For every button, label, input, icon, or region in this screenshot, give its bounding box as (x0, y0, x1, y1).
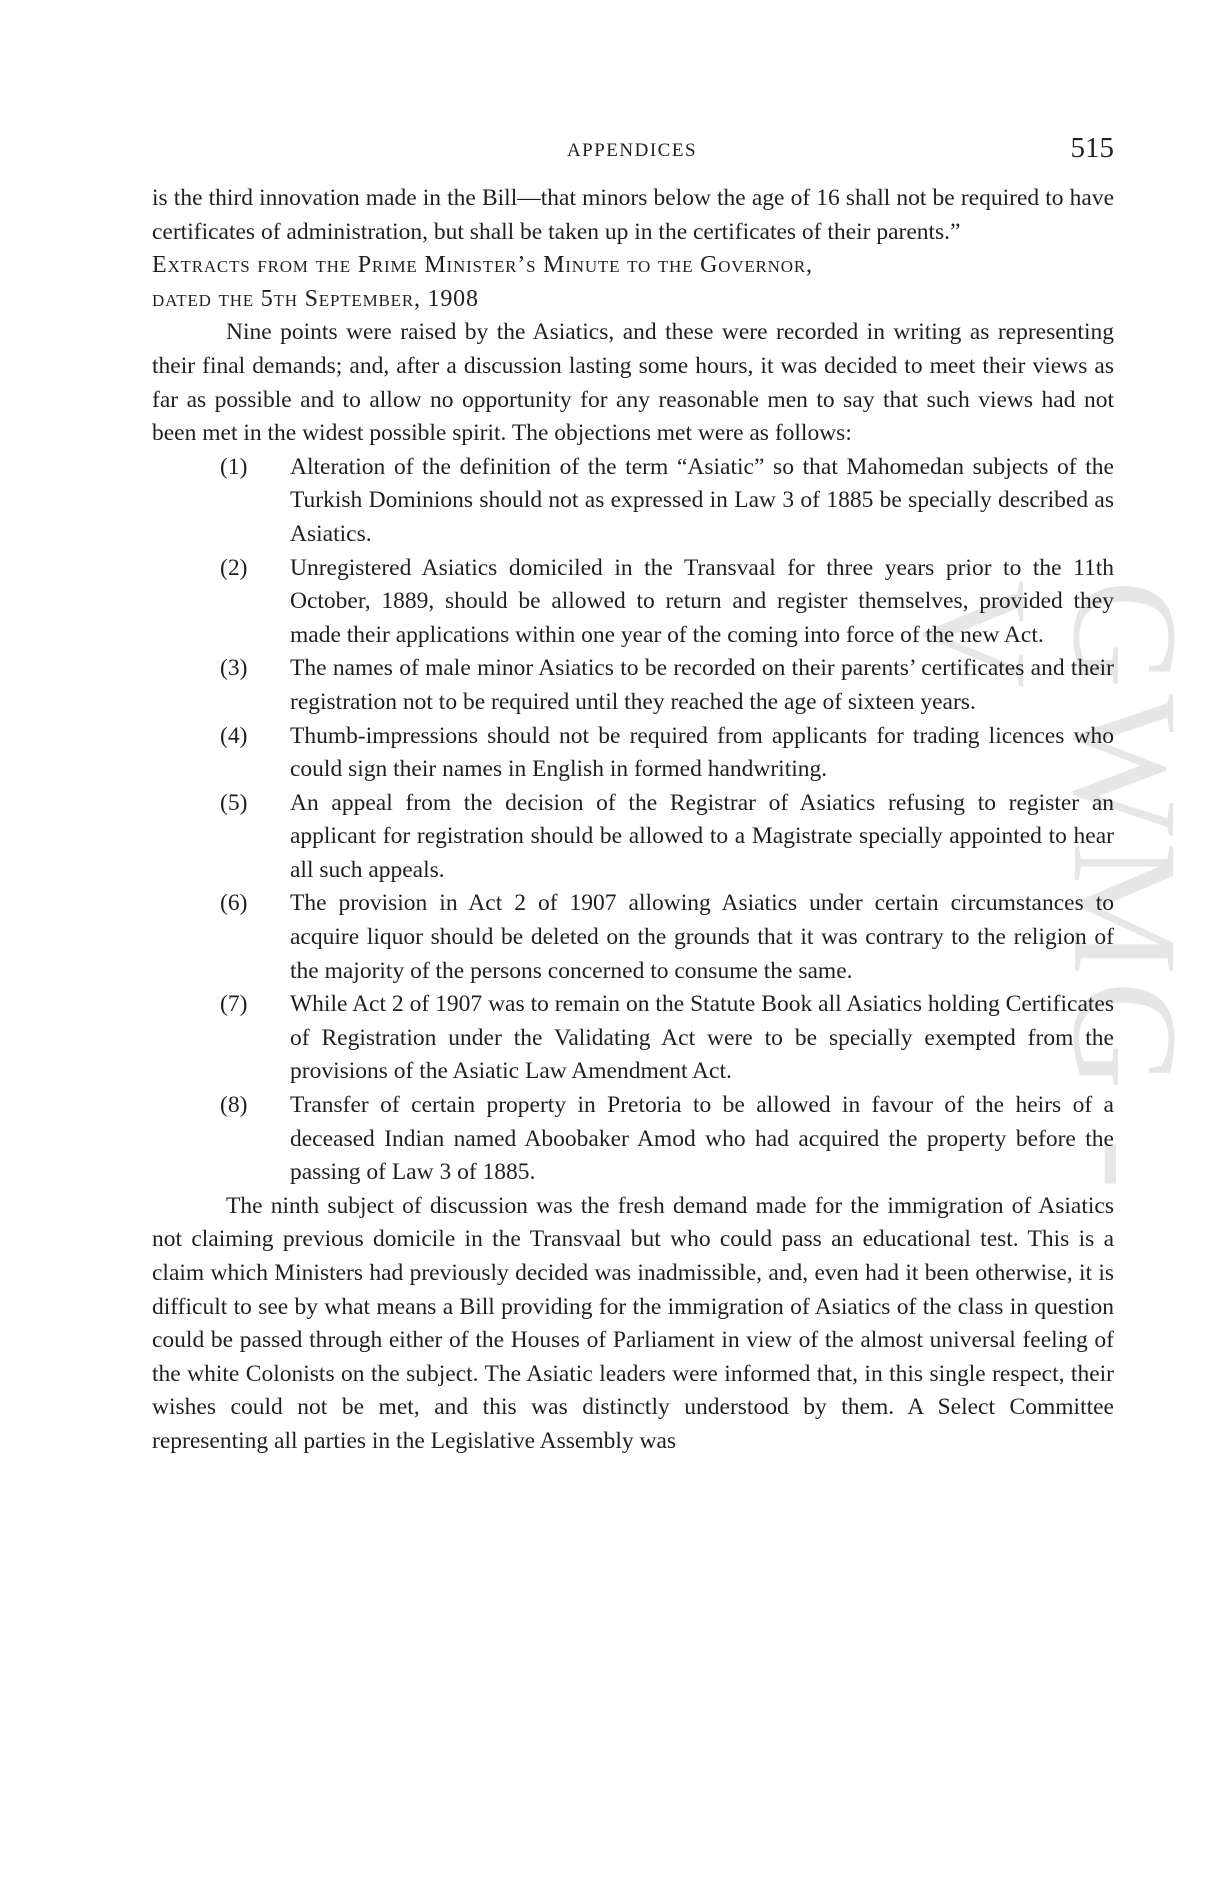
running-head: APPENDICES (566, 140, 698, 161)
section-heading-line-1: Extracts from the Prime Minister’s Minute to the Governor, (152, 252, 813, 279)
list-item-number: (5) (220, 789, 248, 816)
list-item-text: An appeal from the decision of the Registrar of Asiatics refusing to register an applicant for registration should be allowed to a Magistrate specially appointed to hear all such appeals. (290, 789, 1114, 883)
list-item-number: (7) (220, 991, 248, 1018)
list-item-number: (2) (220, 554, 248, 581)
list-item-number: (8) (220, 1092, 248, 1119)
objections-list (152, 451, 1114, 1190)
list-item (152, 1089, 1114, 1190)
intro-paragraph: is the third innovation made in the Bill—that minors below the age of 16 shall not be required to have certificates of administration, but shall be taken up in the certificates of their parents.” (152, 185, 1114, 245)
page-body (152, 182, 1114, 1459)
list-item (152, 787, 1114, 888)
list-item-text: Thumb-impressions should not be required from applicants for trading licences who could sign their names in English in formed handwriting. (290, 722, 1114, 783)
list-item-number: (3) (220, 655, 248, 682)
list-item (152, 887, 1114, 988)
section-heading-line-2: dated the 5th September, 1908 (152, 285, 479, 312)
list-item (152, 652, 1114, 719)
list-item (152, 988, 1114, 1089)
list-item-text: The provision in Act 2 of 1907 allowing Asiatics under certain circumstances to acquire liquor should be deleted on the grounds that it was contrary to the religion of the majority of the persons concerned to consume the same. (290, 890, 1114, 984)
list-item-text: While Act 2 of 1907 was to remain on the Statute Book all Asiatics holding Certificates of Registration under the Validating Act were to be specially exempted from the provisions of the Asiatic Law Amendment Act. (290, 991, 1114, 1085)
list-item-text: Transfer of certain property in Pretoria to be allowed in favour of the heirs of a deceased Indian named Aboobaker Amod who had acquired the property before the passing of Law 3 of 1885. (290, 1092, 1114, 1186)
page-header (150, 132, 1114, 172)
list-item-number: (6) (220, 890, 248, 917)
list-item (152, 720, 1114, 787)
list-item-number: (1) (220, 453, 248, 480)
page-number: 515 (1070, 132, 1114, 164)
list-item-text: The names of male minor Asiatics to be recorded on their parents’ certificates and their registration not to be required until they reached the age of sixteen years. (290, 655, 1114, 715)
ninth-subject-paragraph: The ninth subject of discussion was the fresh demand made for the immigration of Asiatics not claiming previous domicile in the Transvaal but who could pass an educational test. This is a claim which Ministers had previously decided was inadmissible, and, even had it been otherwise, it is difficult to see by what means a Bill providing for the immigration of Asiatics of the class in question could be passed through either of the Houses of Parliament in view of the almost universal feeling of the white Colonists on the subject. The Asiatic leaders were informed that, in this single respect, their wishes could not be met, and this was distinctly understood by them. A Select Committee representing all parties in the Legislative Assembly was (152, 1192, 1114, 1454)
nine-points-paragraph: Nine points were raised by the Asiatics, and these were recorded in writing as representing their final demands; and, after a discussion lasting some hours, it was decided to meet their views as far as possible and to allow no opportunity for any reasonable men to say that such views had not been met in the widest possible spirit. The objections met were as follows: (152, 319, 1114, 447)
list-item-text: Alteration of the definition of the term “Asiatic” so that Mahomedan subjects of the Turkish Dominions should not as expressed in Law 3 of 1885 be specially described as Asiatics. (290, 453, 1114, 547)
list-item (152, 451, 1114, 552)
watermark: GWMG - V (892, 580, 1208, 1196)
list-item-text: Unregistered Asiatics domiciled in the Transvaal for three years prior to the 11th October, 1889, should be allowed to return and register themselves, provided they made their applications within one year of the coming into force of the new Act. (290, 554, 1114, 648)
list-item (152, 552, 1114, 653)
list-item-number: (4) (220, 722, 248, 749)
